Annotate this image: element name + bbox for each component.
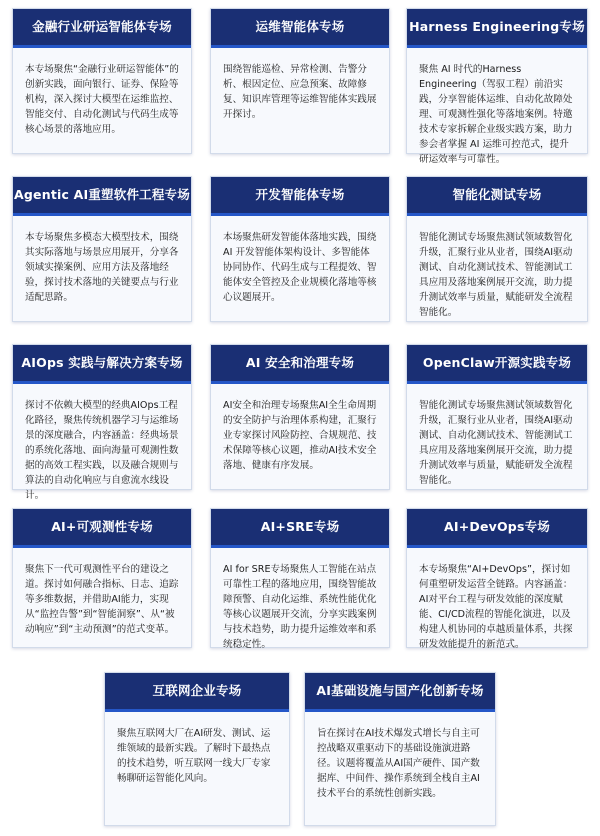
session-card-internet bbox=[104, 672, 290, 826]
session-title: AI+DevOps专场 bbox=[407, 509, 587, 548]
session-description: 围绕智能巡检、异常检测、告警分析、根因定位、应急预案、故障修复、知识库管理等运维智能体实践展开探讨。 bbox=[221, 58, 379, 122]
session-title: AI 安全和治理专场 bbox=[211, 345, 389, 384]
session-title: AI+可观测性专场 bbox=[13, 509, 191, 548]
session-card-sre bbox=[210, 508, 390, 648]
session-title: AI+SRE专场 bbox=[211, 509, 389, 548]
session-title: Agentic AI重塑软件工程专场 bbox=[13, 177, 191, 216]
session-card-agentic-ai bbox=[12, 176, 192, 322]
session-title: Harness Engineering专场 bbox=[407, 9, 587, 48]
session-description: AI安全和治理专场聚焦AI全生命周期的安全防护与治理体系构建，汇聚行业专家探讨风险防控、合规规范、技术保障等核心议题，推动AI技术安全落地、健康有序发展。 bbox=[221, 394, 379, 473]
session-title: OpenClaw开源实践专场 bbox=[407, 345, 587, 384]
session-card-devops bbox=[406, 508, 588, 648]
session-description: 探讨不依赖大模型的经典AIOps工程化路径，聚焦传统机器学习与运维场景的深度融合，内容涵盖：经典场景的系统化落地、面向海量可观测性数据的高效工程实践，以及融合规则与算法的自动化响应与自愈流水线设计。 bbox=[23, 394, 181, 503]
session-card-financial bbox=[12, 8, 192, 154]
session-title: 互联网企业专场 bbox=[105, 673, 289, 712]
session-description: 旨在探讨在AI技术爆发式增长与自主可控战略双重驱动下的基础设施演进路径。议题将覆盖从AI国产硬件、国产数据库、中间件、操作系统到全栈自主AI技术平台的系统性创新实践。 bbox=[315, 722, 485, 801]
session-card-smart-testing bbox=[406, 176, 588, 322]
session-card-dev-agent bbox=[210, 176, 390, 322]
session-title: 金融行业研运智能体专场 bbox=[13, 9, 191, 48]
session-description: 本场聚焦研发智能体落地实践，围绕 AI 开发智能体架构设计、多智能体协同协作、代码生成与工程提效、智能体安全管控及企业规模化落地等核心议题展开。 bbox=[221, 226, 379, 305]
session-description: 本专场聚焦“金融行业研运智能体”的创新实践，面向银行、证券、保险等机构，深入探讨大模型在运维监控、智能交付、自动化测试与代码生成等核心场景的落地应用。 bbox=[23, 58, 181, 137]
session-card-harness bbox=[406, 8, 588, 165]
session-description: 智能化测试专场聚焦测试领域数智化升级，汇聚行业从业者，围绕AI驱动测试、自动化测试技术、智能测试工具应用及落地案例展开交流，助力提升测试效率与质量，赋能研发全流程智能化。 bbox=[417, 394, 577, 488]
session-title: 运维智能体专场 bbox=[211, 9, 389, 48]
session-card-ai-infra bbox=[304, 672, 496, 826]
session-title: 智能化测试专场 bbox=[407, 177, 587, 216]
session-card-aiops bbox=[12, 344, 192, 501]
session-description: AI for SRE专场聚焦人工智能在站点可靠性工程的落地应用，围绕智能故障预警、自动化运维、系统性能优化等核心议题展开交流，分享实践案例与技术趋势，助力提升运维效率和系统稳定性。 bbox=[221, 558, 379, 652]
session-description: 本专场聚焦多模态大模型技术，围绕其实际落地与场景应用展开，分享各领域实操案例、应用方法及落地经验，探讨技术落地的关键要点与行业适配思路。 bbox=[23, 226, 181, 305]
session-title: 开发智能体专场 bbox=[211, 177, 389, 216]
session-title: AI基础设施与国产化创新专场 bbox=[305, 673, 495, 712]
session-description: 本专场聚焦“AI+DevOps”，探讨如何重塑研发运营全链路。内容涵盖：AI对平台工程与研发效能的深度赋能、CI/CD流程的智能化演进，以及构建人机协同的卓越质量体系，共探研发效能提升的新范式。 bbox=[417, 558, 577, 652]
session-description: 聚焦下一代可观测性平台的建设之道。探讨如何融合指标、日志、追踪等多维数据，并借助AI能力，实现从“监控告警”到“智能洞察”、从“被动响应”到“主动预测”的范式变革。 bbox=[23, 558, 181, 637]
session-card-openclaw bbox=[406, 344, 588, 490]
session-description: 智能化测试专场聚焦测试领域数智化升级，汇聚行业从业者，围绕AI驱动测试、自动化测试技术、智能测试工具应用及落地案例展开交流，助力提升测试效率与质量，赋能研发全流程智能化。 bbox=[417, 226, 577, 320]
session-card-ops-agent bbox=[210, 8, 390, 154]
session-title: AIOps 实践与解决方案专场 bbox=[13, 345, 191, 384]
session-card-ai-security bbox=[210, 344, 390, 490]
session-description: 聚焦 AI 时代的Harness Engineering（驾驭工程）前沿实践，分享智能体运维、自动化故障处理、可观测性强化等落地案例。特邀技术专家拆解企业级实践方案，助力参会者掌握 AI 运维可控范式，提升研运效率与可靠性。 bbox=[417, 58, 577, 167]
session-card-observability bbox=[12, 508, 192, 648]
session-description: 聚焦互联网大厂在AI研发、测试、运维领域的最新实践。了解时下最热点的技术趋势，听互联网一线大厂专家畅聊研运智能化风向。 bbox=[115, 722, 279, 786]
